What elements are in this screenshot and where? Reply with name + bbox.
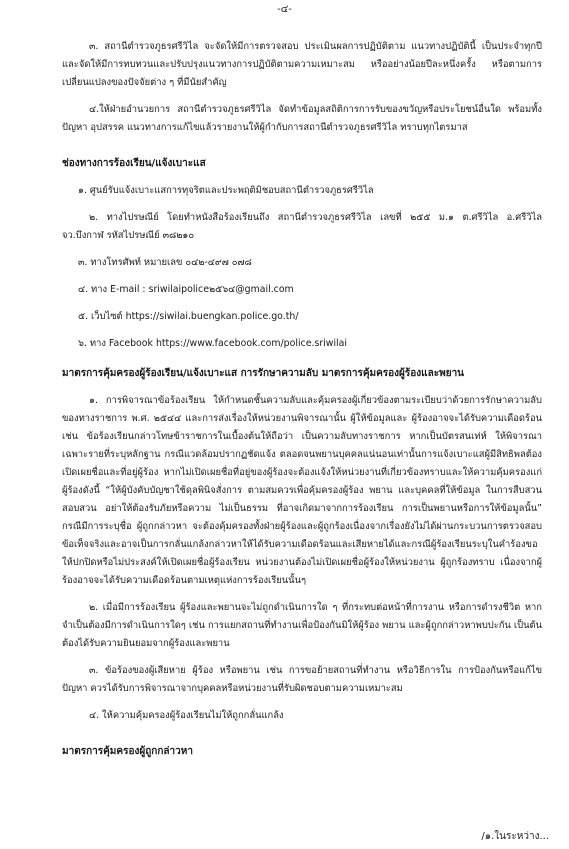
channel-item-3: ๓. ทางโทรศัพท์ หมายเลข ๐๔๒-๔๙๗ ๐๗๘: [78, 257, 252, 268]
document-body: [62, 38, 542, 761]
protection-paragraph-2: ๒. เมื่อมีการร้องเรียน ผู้ร้องและพยานจะไม่ถูกดำเนินการใด ๆ ที่กระทบต่อหน้าที่การงาน หรือการดำรงชีวิต หากจำเป็นต้องมีการดำเนินการใดๆ เช่น การแยกสถานที่ทำงานเพื่อป้องกันมิให้ผู้ร้อง พยาน และผู้ถูกกล่าวหาพบปะกัน เป็นต้น ต้องได้รับความยินยอมจากผู้ร้องและพยาน: [62, 602, 542, 649]
channel-item-4: ๔. ทาง E-mail : sriwilaipolice๒๕๖๔@gmail.com: [78, 284, 294, 295]
channel-item-1: ๑. ศูนย์รับแจ้งเบาะแสการทุจริตและประพฤติมิชอบสถานีตำรวจภูธรศรีวิไล: [78, 185, 374, 196]
channel-item-5: ๕. เว็บไซต์ https://siwilai.buengkan.police.go.th/: [78, 311, 299, 322]
paragraph-4: ๔.ให้ฝ่ายอำนวยการ สถานีตำรวจภูธรศรีวิไล จัดทำข้อมูลสถิติการการรับของขวัญหรือประโยชน์อื่นใด พร้อมทั้งปัญหา อุปสรรค แนวทางการแก้ไขแล้วรายงานให้ผู้กำกับการสถานีตำรวจภูธรศรีวิไล ทราบทุกไตรมาส: [62, 104, 542, 133]
protection-heading: มาตรการคุ้มครองผู้ร้องเรียน/แจ้งเบาะแส การรักษาความลับ มาตรการคุ้มครองผู้ร้องและพยาน: [62, 368, 465, 379]
page-number: -๔-: [277, 4, 292, 15]
protection-paragraph-1: ๑. การพิจารณาข้อร้องเรียน ให้กำหนดชั้นความลับและคุ้มครองผู้เกี่ยวข้องตามระเบียบว่าด้วยการรักษาความลับของทางราชการ พ.ศ. ๒๕๔๔ และการส่งเรื่องให้หน่วยงานพิจารณานั้น ผู้ให้ข้อมูลและ ผู้ร้องอาจจะได้รับความเดือดร้อน เช่น ข้อร้องเรียนกล่าวโทษข้าราชการในเบื้องต้นให้ถือว่า เป็นความลับทางราชการ หากเป็นบัตรสนเท่ห์ ให้พิจารณาเฉพาะรายที่ระบุหลักฐาน กรณีแวดล้อมปรากฏชัดแจ้ง ตลอดจนพยานบุคคลแน่นอนเท่านั้นการแจ้งเบาะแสผู้มีสิทธิพลต้องเปิดเผยชื่อและที่อยู่ผู้ร้อง หากไม่เปิดเผยชื่อที่อยู่ของผู้ร้องจะต้องแจ้งให้หน่วยงานที่เกี่ยวข้องทราบและให้ความคุ้มครองแก่ผู้ร้องดังนี้ “ให้ผู้บังคับบัญชาใช้ดุลพินิจสั่งการ ตามสมควรเพื่อคุ้มครองผู้ร้อง พยาน และบุคคลที่ให้ข้อมูล ในการสืบสวนสอบสวน อย่าให้ต้องรับภัยหรือความ ไม่เป็นธรรม ที่อาจเกิดมาจากการร้องเรียน การเป็นพยานหรือการให้ข้อมูลนั้น” กรณีมีการระบุชื่อ ผู้ถูกกล่าวหา จะต้องคุ้มครองทั้งฝ่ายผู้ร้องและผู้ถูกร้องเนื่องจากเรื่องยังไม่ได้ผ่านกระบวนการตรวจสอบข้อเท็จจริงและอาจเป็นการกลั่นแกล้งกล่าวหาให้ได้รับความเดือดร้อนและเสียหายได้และกรณีผู้ร้องเรียนระบุในคำร้องขอให้ปกปิดหรือไม่ประสงค์ให้เปิดเผยชื่อผู้ร้องเรียน หน่วยงานต้องไม่เปิดเผยชื่อผู้ร้องให้หน่วยงาน ผู้ถูกร้องทราบ เนื่องจากผู้ร้องอาจจะได้รับความเดือดร้อนตามเหตุแห่งการร้องเรียนนั้นๆ: [62, 395, 542, 586]
accused-protection-heading: มาตรการคุ้มครองผู้ถูกกล่าวหา: [62, 746, 193, 757]
paragraph-3: ๓. สถานีตำรวจภูธรศรีวิไล จะจัดให้มีการตรวจสอบ ประเมินผลการปฏิบัติตาม แนวทางปฏิบัตินี้ เป็นประจำทุกปี และจัดให้มีการทบทวนและปรับปรุงแนวทางการปฏิบัติตามความเหมาะสม หรืออย่างน้อยปีละหนึ่งครั้ง หรือตามการเปลี่ยนแปลงของปัจจัยต่าง ๆ ที่มีนัยสำคัญ: [62, 41, 542, 88]
channels-heading: ช่องทางการร้องเรียน/แจ้งเบาะแส: [62, 158, 206, 169]
channel-item-2: ๒. ทางไปรษณีย์ โดยทำหนังสือร้องเรียนถึง สถานีตำรวจภูธรศรีวิไล เลขที่ ๒๕๕ ม.๑ ต.ศรีวิไล อ.ศรีวิไล จว.บึงกาฬ รหัสไปรษณีย์ ๓๘๒๑๐: [62, 212, 542, 241]
channel-item-6: ๖. ทาง Facebook https://www.facebook.com/police.sriwilai: [78, 338, 348, 349]
protection-paragraph-3: ๓. ข้อร้องของผู้เสียหาย ผู้ร้อง หรือพยาน เช่น การขอย้ายสถานที่ทำงาน หรือวิธีการใน การป้องกันหรือแก้ไขปัญหา ควรได้รับการพิจารณาจากบุคคลหรือหน่วยงานที่รับผิดชอบตามความเหมาะสม: [62, 665, 542, 694]
continuation-marker: /๑.ในระหว่าง...: [481, 831, 549, 842]
protection-paragraph-4: ๔. ให้ความคุ้มครองผู้ร้องเรียนไม่ให้ถูกกลั่นแกล้ง: [89, 710, 284, 721]
